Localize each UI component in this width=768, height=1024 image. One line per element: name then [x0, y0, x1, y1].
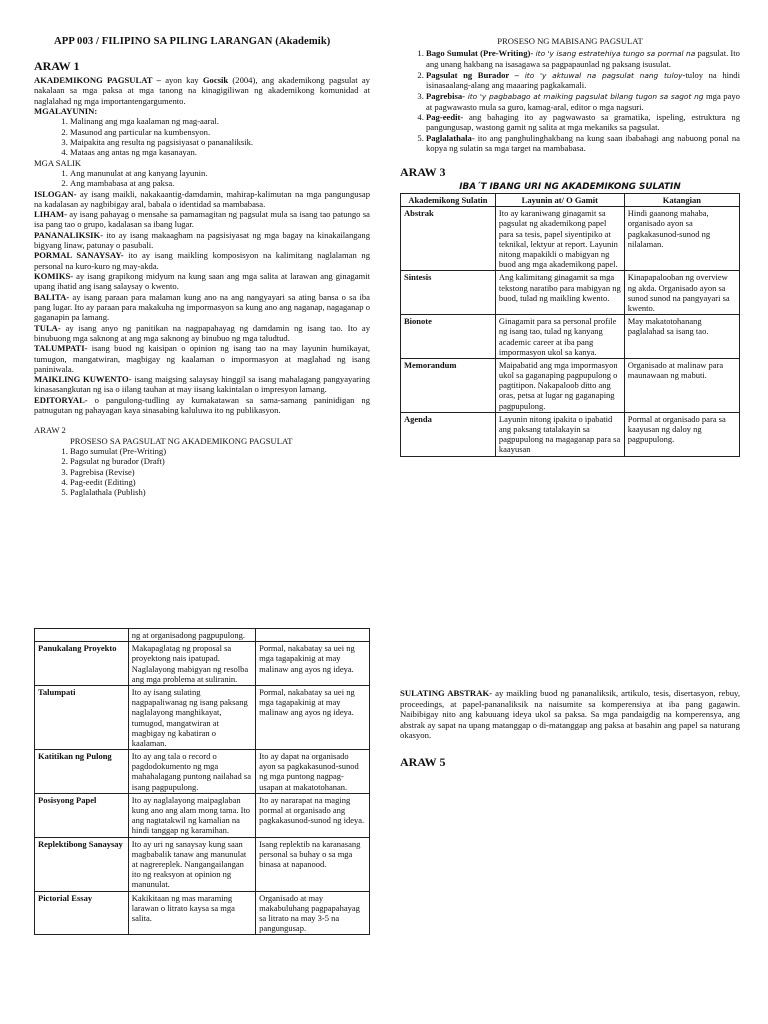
table-cell: Organisado at malinaw para maunawaan ng mabuti.: [624, 358, 739, 412]
table-cell: Maipabatid ang mga impormasyon ukol sa gaganaping pagpupulong o pagtitipon. Nakapaloob ditto ang oras, petsa at lugar ng gaganaping pagpupulong.: [495, 358, 624, 412]
term-pananaliksik: PANANALIKSIK- ito ay isang makaagham na pagsisiyasat ng mga bagay na kinakailangang bigyang linaw, patunay o pasubali.: [34, 229, 370, 251]
table-cell: Organisado at may makabuluhang pagpapahayag sa litrato na may 3-5 na pangungusap.: [256, 891, 370, 935]
proseso-heading: PROSESO NG MABISANG PAGSULAT: [497, 36, 643, 46]
terms-list: [34, 189, 370, 416]
table-cell: Ito ay isang sulating nagpapaliwanag ng isang paksang naglalayong manghikayat, tumugod, mangatwiran at magbigay ng kabatiran o kaalaman.: [128, 685, 255, 749]
layunin-list: [34, 116, 370, 157]
table-row: [401, 358, 740, 412]
table-cell: Ito ay nararapat na maging pormal at organisado ang pagkakasunod-sunod ng ideya.: [256, 793, 370, 837]
table-row: [401, 271, 740, 315]
table-cell: May makatotohanang paglalahad sa isang tao.: [624, 315, 739, 359]
term-komiks: KOMIKS- ay isang grapikong midyum na kung saan ang mga salita at larawan ang ginagamit upang ihatid ang isang salaysay o kwento.: [34, 271, 370, 292]
table-row: [35, 837, 370, 891]
table-row: [35, 629, 370, 642]
table-cell: Kinapapalooban ng overview ng akda. Organisado ayon sa sunod sunod na pangyayari sa kwento.: [624, 271, 739, 315]
row-label: Memorandum: [401, 358, 496, 412]
term-editoryal: EDITORYAL- o pangulong-tudling ay kumakatawan sa sama-samang paninidigan ng patnugutan ng pahayagan kaya sinasabing kaluluwa ito ng publikasyon.: [34, 394, 370, 416]
table-cell: Pormal, nakabatay sa uei ng mga tagapakinig at may malinaw ang ayos ng ideya.: [256, 642, 370, 686]
table-cell: Ito ay ang tala o record o pagdodokumento ng mga mahahalagang puntong nailahad sa isang pagpupulong.: [128, 750, 255, 794]
table-cell: Kakikitaan ng mas maraming larawan o litrato kaysa sa mga salita.: [128, 891, 255, 935]
araw5-heading: ARAW 5: [400, 755, 446, 770]
column-header: Layunin at/ O Gamit: [495, 194, 624, 207]
list-item: 2. Masunod ang particular na kumbensyon.: [70, 127, 370, 137]
row-label: Talumpati: [35, 685, 129, 749]
layunin-heading: MGALAYUNIN:: [34, 106, 98, 117]
akademikong-sulatin-table-continued: [34, 628, 370, 935]
row-label: Katitikan ng Pulong: [35, 750, 129, 794]
table-cell: Ang kalimitang ginagamit sa mga tekstong naratibo para mabigyan ng buod, tulad ng maikling kwento.: [495, 271, 624, 315]
list-item: 5. Paglalathala- ito ang panghulinghakbang na kung saan ibabahagi ang nabuong ponal na kopya ng sulatin sa mga target na mambabasa.: [426, 133, 740, 154]
column-header: Katangian: [624, 194, 739, 207]
table-row: [401, 412, 740, 456]
table-cell: Pormal at organisado para sa kaayusan ng daloy ng pagpupulong.: [624, 412, 739, 456]
row-label: Posisyong Papel: [35, 793, 129, 837]
araw2-heading: ARAW 2: [34, 425, 66, 436]
table-title: IBA´T IBANG URI NG AKADEMIKONG SULATIN: [459, 181, 681, 192]
table-cell: ng at organisadong pagpupulong.: [128, 629, 255, 642]
table-cell: Ito ay uri ng sanaysay kung saan magbabalik tanaw ang manunulat at nagrereplek. Nangangailangan ito ng reaksyon at opinion ng manunulat.: [128, 837, 255, 891]
araw2-steps: [34, 446, 370, 498]
definition-term: AKADEMIKONG PAGSULAT –: [34, 75, 161, 86]
proseso-list: [400, 48, 740, 153]
table-cell: [256, 629, 370, 642]
akademikong-sulatin-table: [400, 193, 740, 457]
salik-list: [34, 168, 370, 189]
list-item: 4. Pag-eedit- ang bahaging ito ay pagwawasto sa gramatika, ispeling, estruktura ng pangungusap, wastong gamit ng salita at mga mekaniks sa pagsulat.: [426, 112, 740, 133]
right-column: [400, 36, 740, 457]
right-column-bottom: [400, 688, 740, 771]
table-row: [401, 315, 740, 359]
sulating-abstrak-definition: SULATING ABSTRAK- ay maikling buod ng pananaliksik, artikulo, tesis, disertasyon, rebuy, proceedings, at papel-pananaliksik na naisumite sa komperensiya at iba pang gagawin. Naibibigay nito ang kabuuang ideya ukol sa paksa. Sa mga pandaigdig na komperensya, ang abstrak ay sapat na upang matanggap o di-matanggap ang paksa at basahin ang papel sa naturang okasyon.: [400, 688, 740, 741]
list-item: 3. Pagrebisa (Revise): [70, 467, 370, 477]
list-item: 4. Pag-eedit (Editing): [70, 477, 370, 487]
row-label: [35, 629, 129, 642]
table-cell: Ito ay naglalayong maipaglaban kung ano ang alam mong tama. Ito ang nagtatakwil ng kamalian na hindi tanggap ng karamihan.: [128, 793, 255, 837]
table-row: [401, 207, 740, 271]
table-row: [35, 750, 370, 794]
list-item: 1. Ang manunulat at ang kanyang layunin.: [70, 168, 370, 178]
term-balita: BALITA- ay isang paraan para malaman kung ano na ang nangyayari sa ating bansa o sa iba pang lugar. Ito ay paraan para makakuha ng impormasyon sa kung ano ang naganap, nagaganap o gaganapin pa lamang.: [34, 291, 370, 323]
table-row: [35, 642, 370, 686]
table-row: [35, 685, 370, 749]
table-continuation: [34, 628, 370, 935]
term-tula: TULA- ay isang anyo ng panitikan na nagpapahayag ng damdamin ng isang tao. Ito ay binubuong mga saknong at ang mga saknong ay binubuo ng mga taludtud.: [34, 322, 370, 343]
table-header-row: [401, 194, 740, 207]
list-item: 1. Bago sumulat (Pre-Writing): [70, 446, 370, 456]
left-column: [34, 36, 370, 498]
row-label: Bionote: [401, 315, 496, 359]
table-row: [35, 793, 370, 837]
akademikong-pagsulat-definition: AKADEMIKONG PAGSULAT – ayon kay Gocsik (2004), ang akademikong pagsulat ay nakalaan sa mga paksa at mga tanong na kinagigiliwan ng akademikong komunidad at naglalahad ng mga importantengargumento.: [34, 75, 370, 106]
term-liham: LIHAM- ay isang pahayag o mensahe sa pamamagitan ng pagsulat mula sa isang tao patungo sa isa pang tao o grupo, kadalasan sa ibang lugar.: [34, 209, 370, 230]
table-cell: Layunin nitong ipakita o ipabatid ang paksang tatalakayin sa pagpupulong na magaganap para sa kaayusan: [495, 412, 624, 456]
list-item: 5. Paglalathala (Publish): [70, 487, 370, 497]
araw1-heading: ARAW 1: [34, 58, 80, 73]
list-item: 3. Maipakita ang resulta ng pagsisiyasat o pananaliksik.: [70, 137, 370, 147]
definition-author: Gocsik: [202, 75, 229, 86]
table-cell: Ito ay karaniwang ginagamit sa pagsulat ng akademikong papel para sa tesis, papel siyentipiko at teknikal, lektyur at report. Layunin nitong mapakikli o mabigyan ng buod ang mga akademikong papel.: [495, 207, 624, 271]
table-cell: Makapaglatag ng proposal sa proyektong nais ipatupad. Naglalayong mabigyan ng resolba ang mga problema at suliranin.: [128, 642, 255, 686]
term-maikling-kuwento: MAIKLING KUWENTO- isang maigsing salaysay hinggil sa isang mahalagang pangyayaring kinasasangkutan ng isa o iilang tauhan at may iisang kakintalan o impresyon lamang.: [34, 374, 370, 395]
salik-heading: MGA SALIK: [34, 157, 82, 168]
row-label: Agenda: [401, 412, 496, 456]
list-item: 4. Mataas ang antas ng mga kasanayan.: [70, 147, 370, 157]
term-islogan: ISLOGAN- ay isang maikli, nakakaantig-damdamin, mahirap-kalimutan na mga pangungusap na kadalasan ay nagbibigay aral, babala o identidad sa mambabasa.: [34, 188, 370, 209]
term-talumpati: TALUMPATI- isang buod ng kaisipan o opinion ng isang tao na may layunin humikayat, tumugon, mangatwiran, magbigay ng kaalaman o impormasyon at maglahad ng isang paniniwala.: [34, 343, 370, 374]
term-pormal-sanaysay: PORMAL SANAYSAY- ito ay isang maikling komposisyon na kalimitang naglalaman ng personal na kuro-kuro ng may-akda.: [34, 250, 370, 271]
row-label: Abstrak: [401, 207, 496, 271]
document-title: APP 003 / FILIPINO SA PILING LARANGAN (Akademik): [54, 36, 331, 47]
table-cell: Isang replektib na karanasang personal sa buhay o sa mga binasa at napanood.: [256, 837, 370, 891]
table-cell: Pormal, nakabatay sa uei ng mga tagapakinig at may malinaw ang ayos ng ideya.: [256, 685, 370, 749]
araw2-subheading: PROSESO SA PAGSULAT NG AKADEMIKONG PAGSULAT: [70, 435, 293, 446]
table-cell: Ginagamit para sa personal profile ng isang tao, tulad ng kanyang academic career at iba pang impormasyon ukol sa kanya.: [495, 315, 624, 359]
list-item: 2. Ang mambabasa at ang paksa.: [70, 178, 370, 188]
araw3-heading: ARAW 3: [400, 165, 446, 180]
column-header: Akademikong Sulatin: [401, 194, 496, 207]
table-cell: Ito ay dapat na organisado ayon sa pagkakasunod-sunod ng mga puntong nagpag-usapan at makatotohanan.: [256, 750, 370, 794]
table-row: [35, 891, 370, 935]
list-item: 1. Malinang ang mga kaalaman ng mag-aaral.: [70, 116, 370, 126]
row-label: Replektibong Sanaysay: [35, 837, 129, 891]
row-label: Panukalang Proyekto: [35, 642, 129, 686]
list-item: 1. Bago Sumulat (Pre-Writing)- ito 'y isang estratehiya tungo sa pormal na pagsulat. Ito ang unang hakbang na isasagawa sa pagpapaunlad ng paksang isusulat.: [426, 48, 740, 69]
table-cell: Hindi gaanong mahaba, organisado ayon sa pagkakasunod-sunod ng nilalaman.: [624, 207, 739, 271]
list-item: 2. Pagsulat ng burador (Draft): [70, 456, 370, 466]
list-item: 3. Pagrebisa- ito 'y pagbabago at maiking pagsulat bilang tugon sa sagot ng mga payo at pagwawasto mula sa guro, kamag-aral, editor o mga nagsuri.: [426, 91, 740, 112]
list-item: 2. Pagsulat ng Burador – ito 'y aktuwal na pagsulat nang tuloy-tuloy na hindi isinasaalang-alang ang maaaring pagkakamali.: [426, 70, 740, 91]
row-label: Sintesis: [401, 271, 496, 315]
row-label: Pictorial Essay: [35, 891, 129, 935]
